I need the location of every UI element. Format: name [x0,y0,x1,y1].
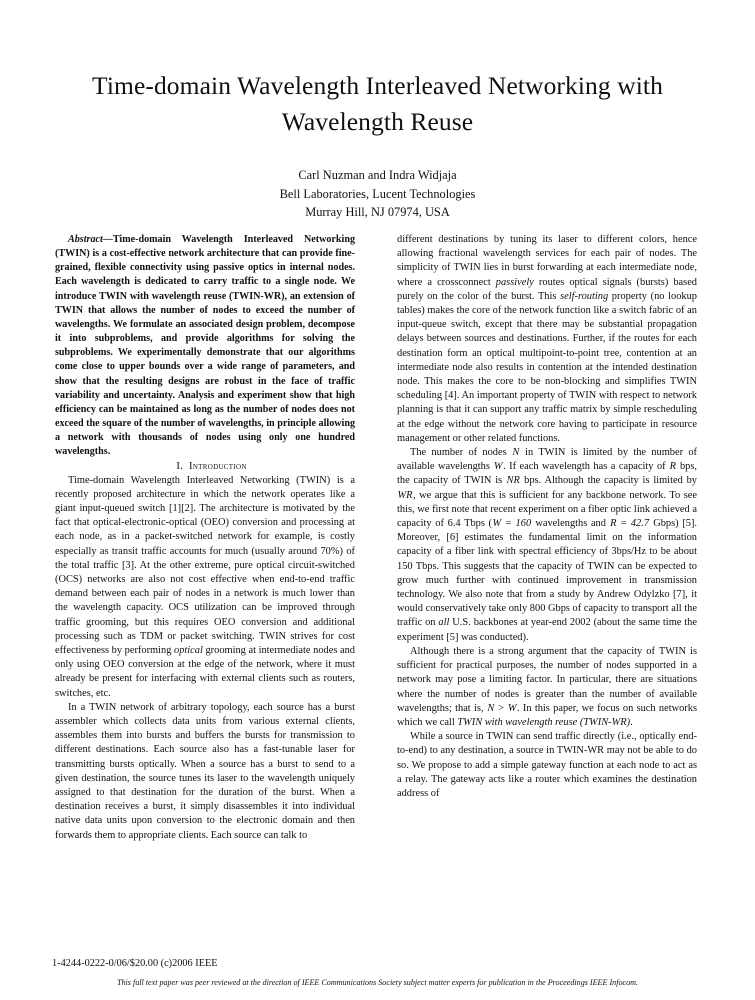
emphasis-passively: passively [495,276,534,288]
text-run: routes optical signals (bursts) based purely on the color of the burst. This [397,276,697,302]
left-column [55,233,355,843]
text-run: bps. Although the capacity is limited by [520,475,698,487]
emphasis-twin-wr: TWIN with wavelength reuse (TWIN-WR) [457,716,631,728]
math-expression-nr: NR [506,475,520,487]
page-title: Time-domain Wavelength Interleaved Networking with Wavelength Reuse [92,71,663,136]
emphasis-self-routing: self-routing [560,290,609,302]
text-run: . [630,716,633,728]
text-run: bps, the capacity of TWIN is [397,461,697,487]
abstract-label: Abstract— [68,234,113,245]
text-run: different destinations by tuning its laser to different colors, hence allowing fractional wavelength services for each pair of nodes. The simplicity of TWIN lies in burst forwarding at each intermediate node, where a crossconnect [397,234,697,288]
math-expression-w-160: W = 160 [492,518,532,530]
paragraph-intro-1 [55,474,355,701]
text-run: wavelengths and [531,518,610,530]
math-variable-w: W [493,461,503,473]
text-run: Gbps) [5]. Moreover, [6] estimates the fundamental limit on the information capacity of a fiber link with spectral efficiency of 3bps/Hz to be about 150 Tbps. This suggests that the capacity of TWIN can be expected to grow much further with continued improvement in transmission technology. We also note that from a study by Andrew Odylzko [7], it would conservatively take only 800 Gbps of capacity to transport all the traffic on [397,518,698,629]
text-run: , we argue that this is sufficient for any backbone network. To see this, we first note that recent experiment on a fiber optic link achieved a capacity of 6.4 Tbps ( [397,489,697,530]
text-run: in TWIN is limited by the number of available wavelengths [397,447,697,473]
abstract [55,233,355,460]
author-block [60,166,695,222]
text-run: The number of nodes [410,447,512,459]
text-run: . If each wavelength has a capacity of [503,461,670,473]
text-run: Although there is a strong argument that the capacity of TWIN is sufficient for practical purposes, the number of nodes supported in a network may pose a limiting factor. In particular, there are situations where the number of nodes is greater than the number of available wavelengths; that is, [397,645,697,714]
author-names: Carl Nuzman and Indra Widjaja [298,168,457,182]
paragraph-intro-4 [397,446,697,645]
abstract-text: Time-domain Wavelength Interleaved Networking (TWIN) is a cost-effective network architecture that can provide fine-grained, flexible connectivity using passive optics in internal nodes. Each wavelength is dedicated to carry traffic to a single node. We introduce TWIN with wavelength reuse (TWIN-WR), an extension of TWIN that allows the number of nodes to exceed the number of wavelengths. We formulate an associated design problem, decompose it into subproblems, and provide algorithms for solving the subproblems. We experimentally demonstrate that our algorithms come close to upper bounds over a wide range of parameters, and show that the resulting designs are robust in the face of traffic variability and uncertainty. Analysis and experiment show that high efficiency can be maintained as long as the number of nodes does not exceed the square of the number of wavelengths, in principle allowing a network with thousands of nodes using only one hundred wavelengths. [55,234,355,458]
text-run: Time-domain Wavelength Interleaved Networking (TWIN) is a recently proposed architecture in which the network operates like a giant input-queued switch [1][2]. The architecture is motivated by the fact that optical-electronic-optical (OEO) conversion and processing at each node, as in a packet-switched network for example, is costly especially as transit traffic accounts for much (usually around 70%) of the total traffic [3]. At the other extreme, pure optical circuit-switched (OCS) networks are also not cost effective when end-to-end traffic demand between each pair of nodes in a network is much lower than the wavelength capacity. OCS utilization can be improved through traffic grooming, but this requires OEO conversion and additional processing such as TDM or packet switching. TWIN strives for cost effectiveness by performing [55,474,355,656]
math-variable-r: R [669,461,676,473]
text-run: property (no lookup tables) makes the core of the network function like a switch fabric of an input-queue switch, except that there may be substantial propagation delays between sources and destinations. Further, if the routes for each destination form an optical multipoint-to-point tree, contention at an intermediate node also results in contention at the intended destination node. This makes the core to be non-blocking and simplifies TWIN scheduling [4]. An important property of TWIN with respect to network planning is that it can support any traffic matrix by simple rescheduling at the edge without the network core having to participate in resource management or other related functions. [397,290,697,444]
section-numeral: I. [176,460,184,472]
math-expression-r-427: R = 42.7 [610,518,650,530]
emphasis-all: all [438,617,450,629]
math-expression-n-gt-w: N > W [487,702,517,714]
right-column [397,233,697,801]
text-run: . In this paper, we focus on such networks which we call [397,702,697,728]
math-expression-wr: WR [397,489,413,501]
emphasis-optical: optical [174,644,203,656]
copyright-line: 1-4244-0222-0/06/$20.00 (c)2006 IEEE [52,958,218,969]
section-heading-introduction [55,460,355,474]
text-run: U.S. backbones at year-end 2002 (about the same time the experiment [5] was conducted). [397,617,697,643]
text-run: grooming at intermediate nodes and only using OEO conversion at the edge of the network, where it must already be present for interfacing with external clients such as routers, switches, etc. [55,644,355,699]
address: Murray Hill, NJ 07974, USA [305,205,450,219]
paragraph-intro-2: In a TWIN network of arbitrary topology, each source has a burst assembler which collects data units from various external clients, assembles them into bursts and buffers the bursts for transmission to different destinations. Each source also has a fast-tunable laser for transmitting bursts optically. When a source has a burst to send to a given destination, the source tunes its laser to the wavelength uniquely assigned to that destination for the duration of the burst. When a destination receives a burst, it simply disassembles it into individual native data units upon conversion to the electronic domain and then forwards them to appropriate clients. Each source can talk to [55,701,355,841]
affiliation: Bell Laboratories, Lucent Technologies [279,186,476,201]
section-title: Introduction [189,460,247,472]
peer-review-note: This full text paper was peer reviewed at the direction of IEEE Communications Society subject matter experts for publication in the Proceedings IEEE Infocom. [116,978,639,987]
math-variable-n: N [512,447,520,459]
paragraph-intro-5 [397,645,697,730]
paragraph-intro-3 [397,233,697,446]
title-block [60,68,695,222]
paragraph-intro-6: While a source in TWIN can send traffic directly (i.e., optically end-to-end) to any destination, a source in TWIN-WR may not be able to do so. We propose to add a simple gateway function at each node to act as a relay. The gateway acts like a router which examines the destination address of [397,731,697,799]
